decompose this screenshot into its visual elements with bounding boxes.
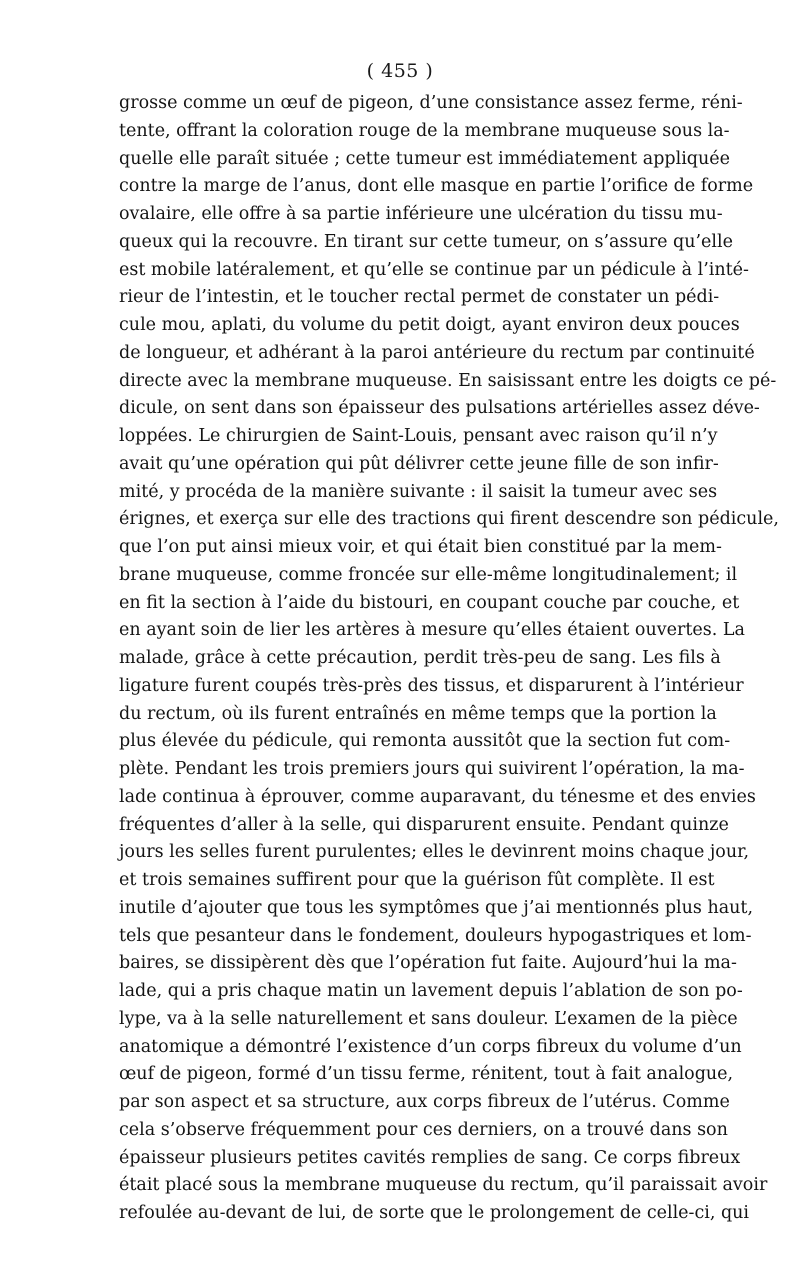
text-line: queux qui la recouvre. En tirant sur cette tumeur, on s’assure qu’elle: [119, 231, 733, 252]
text-line: épaisseur plusieurs petites cavités remplies de sang. Ce corps fibreux: [119, 1147, 741, 1168]
text-line: grosse comme un œuf de pigeon, d’une consistance assez ferme, réni-: [119, 93, 743, 113]
text-line: malade, grâce à cette précaution, perdit très-peu de sang. Les fils à: [119, 648, 721, 668]
text-line: ligature furent coupés très-près des tissus, et disparurent à l’intérieur: [119, 675, 744, 696]
text-line: baires, se dissipèrent dès que l’opération fut faite. Aujourd’hui la ma-: [119, 953, 737, 974]
text-line: et trois semaines suffirent pour que la guérison fût complète. Il est: [119, 870, 715, 890]
text-line: lade continua à éprouver, comme auparavant, du ténesme et des envies: [119, 786, 756, 807]
text-line: était placé sous la membrane muqueuse du rectum, qu’il paraissait avoir: [119, 1175, 768, 1196]
body-text: [119, 90, 779, 1228]
text-line: avait qu’une opération qui pût délivrer cette jeune fille de son infir-: [119, 453, 719, 474]
text-line: en fit la section à l’aide du bistouri, en coupant couche par couche, et: [119, 592, 740, 613]
text-line: cule mou, aplati, du volume du petit doigt, ayant environ deux pouces: [119, 315, 740, 335]
text-line: de longueur, et adhérant à la paroi antérieure du rectum par continuité: [119, 342, 755, 363]
text-line: directe avec la membrane muqueuse. En saisissant entre les doigts ce pé-: [119, 370, 777, 391]
text-line: tente, offrant la coloration rouge de la membrane muqueuse sous la-: [119, 120, 730, 141]
text-line: cela s’observe fréquemment pour ces derniers, on a trouvé dans son: [119, 1119, 728, 1140]
text-line: quelle elle paraît située ; cette tumeur est immédiatement appliquée: [119, 148, 730, 169]
text-line: ovalaire, elle offre à sa partie inférieure une ulcération du tissu mu-: [119, 204, 723, 224]
text-line: refoulée au-devant de lui, de sorte que le prolongement de celle-ci, qui: [119, 1203, 750, 1223]
text-line: anatomique a démontré l’existence d’un corps fibreux du volume d’un: [119, 1036, 742, 1057]
text-line: mité, y procéda de la manière suivante : il saisit la tumeur avec ses: [119, 481, 718, 502]
text-line: lype, va à la selle naturellement et sans douleur. L’examen de la pièce: [119, 1008, 738, 1029]
text-line: contre la marge de l’anus, dont elle masque en partie l’orifice de forme: [119, 176, 754, 197]
text-line: jours les selles furent purulentes; elles le devinrent moins chaque jour,: [119, 842, 750, 863]
text-line: plète. Pendant les trois premiers jours qui suivirent l’opération, la ma-: [119, 759, 745, 779]
text-line: par son aspect et sa structure, aux corps fibreux de l’utérus. Comme: [119, 1092, 730, 1112]
text-line: que l’on put ainsi mieux voir, et qui était bien constitué par la mem-: [119, 537, 722, 557]
text-line: dicule, on sent dans son épaisseur des pulsations artérielles assez déve-: [119, 398, 760, 419]
text-line: brane muqueuse, comme froncée sur elle-même longitudinalement; il: [119, 564, 738, 585]
text-line: lade, qui a pris chaque matin un lavement depuis l’ablation de son po-: [119, 981, 743, 1001]
text-line: plus élevée du pédicule, qui remonta aussitôt que la section fut com-: [119, 731, 731, 752]
text-line: rieur de l’intestin, et le toucher rectal permet de constater un pédi-: [119, 287, 720, 308]
text-line: érignes, et exerça sur elle des tractions qui firent descendre son pédicule,: [119, 509, 779, 530]
text-line: inutile d’ajouter que tous les symptômes que j’ai mentionnés plus haut,: [119, 897, 754, 918]
text-line: œuf de pigeon, formé d’un tissu ferme, rénitent, tout à fait analogue,: [119, 1064, 734, 1085]
text-line: du rectum, où ils furent entraînés en même temps que la portion la: [119, 703, 717, 724]
page-number: ( 455 ): [366, 60, 434, 82]
text-line: fréquentes d’aller à la selle, qui disparurent ensuite. Pendant quinze: [119, 814, 729, 835]
text-line: est mobile latéralement, et qu’elle se continue par un pédicule à l’inté-: [119, 259, 749, 280]
text-line: en ayant soin de lier les artères à mesure qu’elles étaient ouvertes. La: [119, 620, 745, 641]
text-line: loppées. Le chirurgien de Saint-Louis, pensant avec raison qu’il n’y: [119, 426, 718, 446]
text-line: tels que pesanteur dans le fondement, douleurs hypogastriques et lom-: [119, 925, 752, 946]
